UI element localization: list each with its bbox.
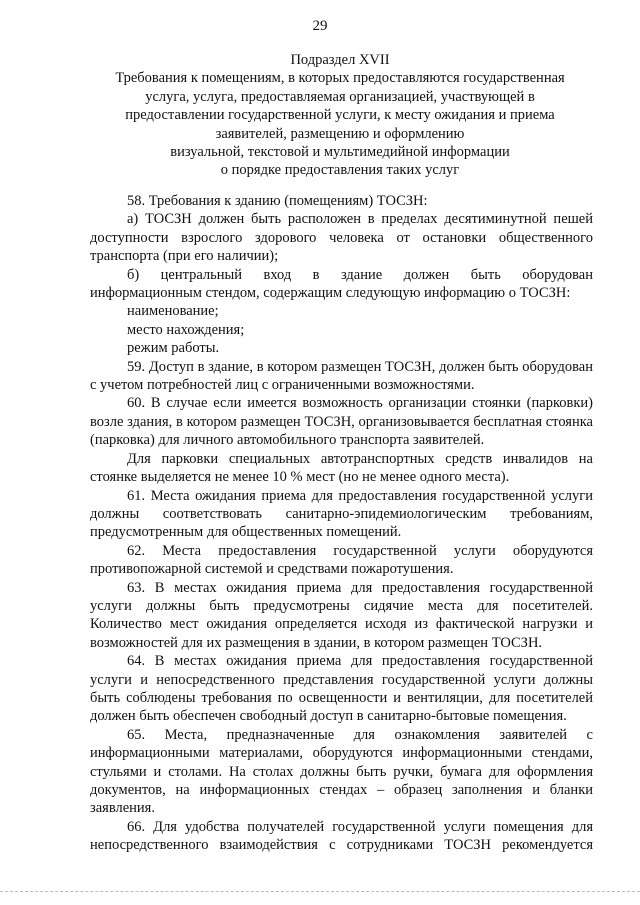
list-item: наименование; (127, 303, 219, 320)
paragraph-61: 61. Места ожидания приема для предоставления государственной услуги должны соответствовать санитарно-эпидемиологическим требованиям, предусмотренным для общественных помещений. (90, 487, 593, 541)
paragraph-63: 63. В местах ожидания приема для предоставления государственной услуги должны быть предусмотрены сидячие места для посетителей. Количество мест ожидания определяется исходя из фактической нагрузки и возможностей для их размещения в здании, в котором размещен ТОСЗН. (90, 579, 593, 651)
heading-line: о порядке предоставления таких услуг (220, 162, 460, 179)
paragraph-59: 59. Доступ в здание, в котором размещен ТОСЗН, должен быть оборудован с учетом потребностей лиц с ограниченными возможностями. (90, 358, 593, 394)
paragraph-60b: Для парковки специальных автотранспортных средств инвалидов на стоянке выделяется не менее 10 % мест (но не менее одного места). (90, 450, 593, 486)
paragraph-65: 65. Места, предназначенные для ознакомления заявителей с информационными материалами, оборудуются информационными стендами, стульями и столами. На столах должны быть ручки, бумага для оформления документов, на информационных стендах – образец заполнения и бланки заявления. (90, 726, 593, 817)
heading-line: предоставлении государственной услуги, к месту ожидания и приема (125, 107, 555, 124)
subsection-title: Подраздел XVII (290, 52, 390, 68)
section-heading (90, 51, 590, 180)
body-text (90, 192, 593, 855)
list-item: режим работы. (127, 340, 220, 357)
heading-line: услуга, услуга, предоставляемая организацией, участвующей в (145, 88, 535, 105)
paragraph-58a: а) ТОСЗН должен быть расположен в пределах десятиминутной пешей доступности взрослого здорового человека от остановки общественного транспорта (при его наличии); (90, 211, 593, 265)
paragraph-58b-line2: информационным стендом, содержащим следующую информацию о ТОСЗН: (90, 285, 571, 302)
paragraph-62: 62. Места предоставления государственной услуги оборудуются противопожарной системой и средствами пожаротушения. (90, 542, 593, 578)
heading-line: заявителей, размещению и оформлению (215, 125, 465, 142)
paragraph-58b-line1: б) центральный вход в здание должен быть оборудован (127, 266, 593, 283)
page-number: 29 (312, 18, 328, 34)
heading-line: визуальной, текстовой и мультимедийной информации (170, 144, 510, 161)
paragraph-66: 66. Для удобства получателей государственной услуги помещения для непосредственного взаимодействия с сотрудниками ТОСЗН рекомендуется (90, 818, 593, 854)
list-item: место нахождения; (127, 321, 245, 338)
paragraph-60: 60. В случае если имеется возможность организации стоянки (парковки) возле здания, в котором размещен ТОСЗН, организовывается бесплатная стоянка (парковка) для личного автомобильного транспорта заявителей. (90, 395, 593, 449)
paragraph-64: 64. В местах ожидания приема для предоставления государственной услуги и непосредственного представления государственной услуги должны быть соблюдены требования по освещенности и вентиляции, для посетителей должен быть обеспечен свободный доступ в санитарно-бытовые помещения. (90, 653, 593, 725)
scan-edge-divider (0, 891, 640, 893)
paragraph-58: 58. Требования к зданию (помещениям) ТОСЗН: (127, 193, 428, 209)
heading-line: Требования к помещениям, в которых предоставляются государственная (115, 70, 565, 87)
